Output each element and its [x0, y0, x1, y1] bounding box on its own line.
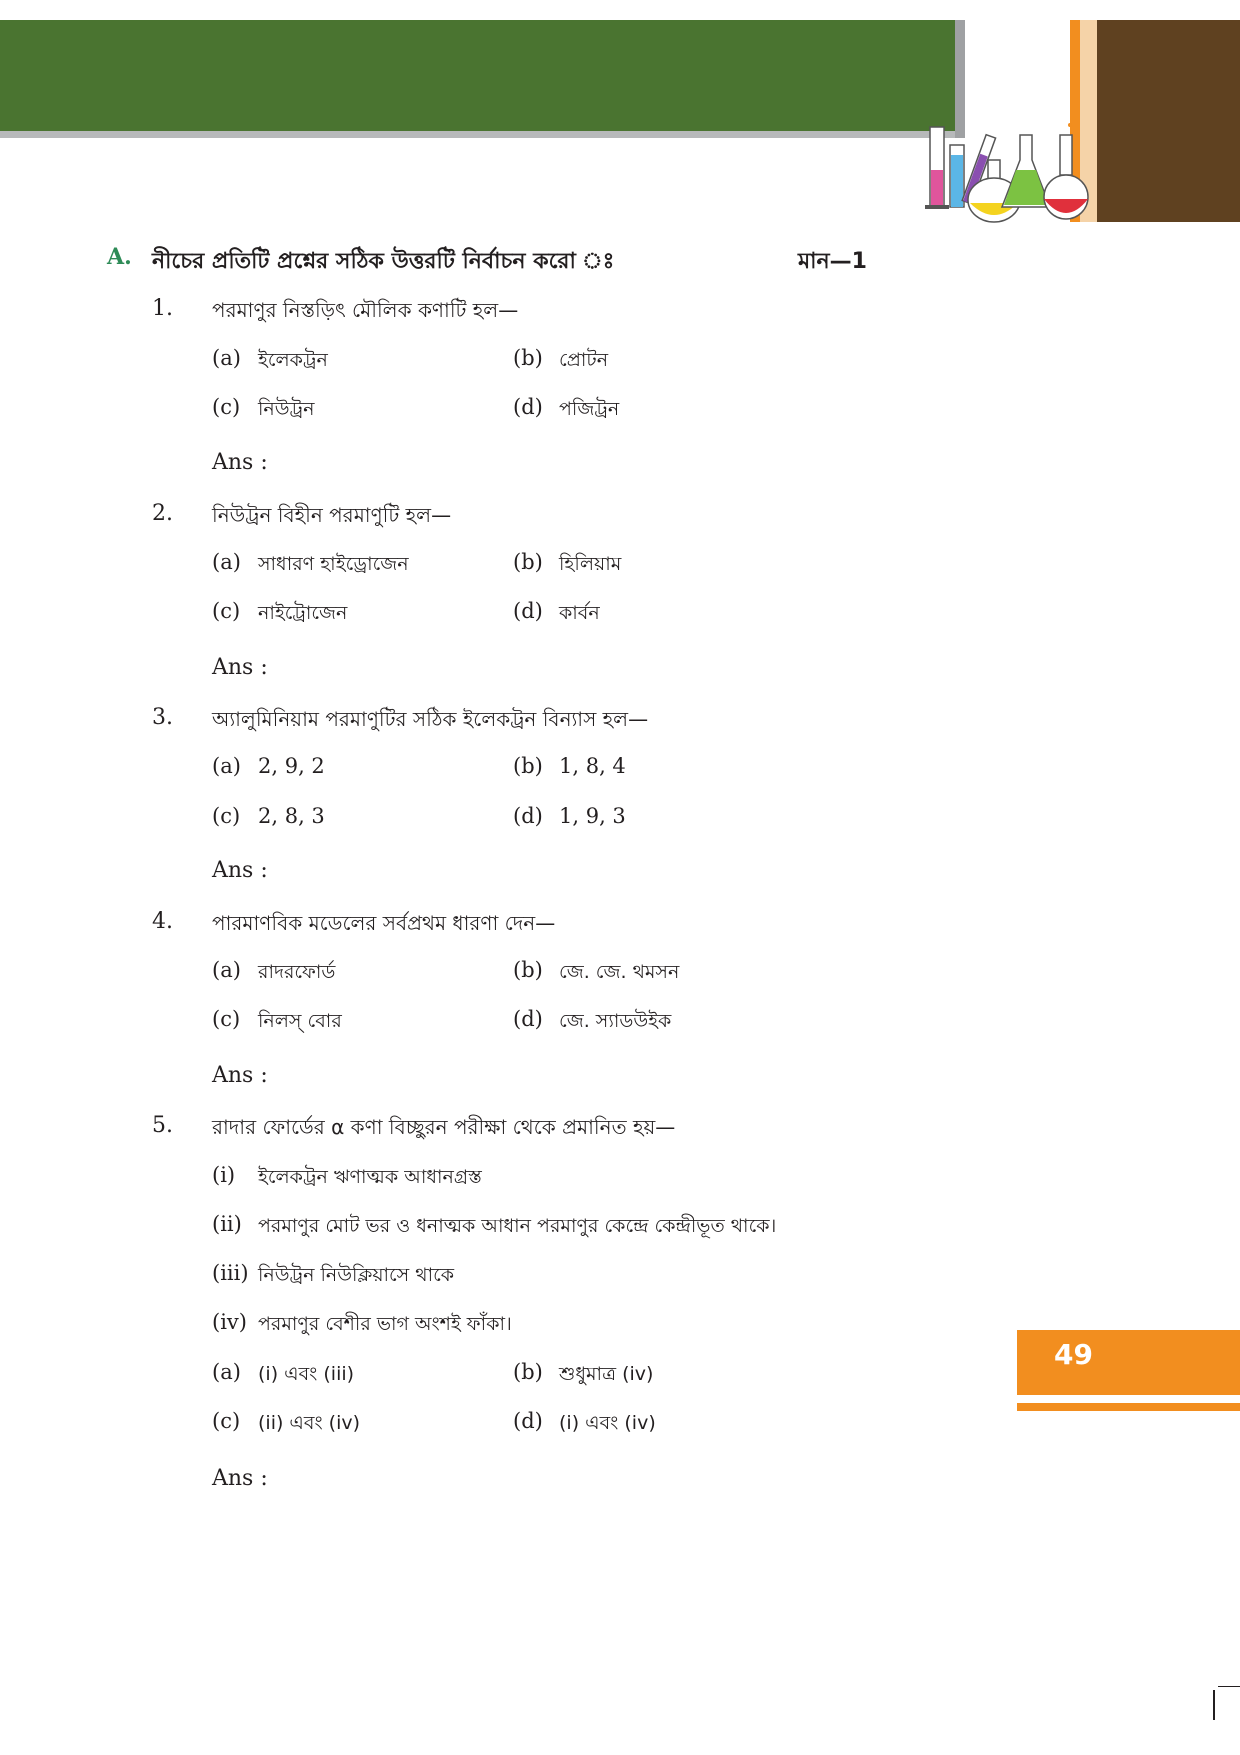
option-text: পজিট্রন — [559, 398, 620, 420]
option-text: (ii) এবং (iv) — [258, 1412, 361, 1434]
option-text: নিলস্ বোর — [258, 1010, 342, 1032]
header-green-bar — [0, 20, 963, 133]
option-text: প্রোটন — [559, 349, 609, 371]
answer-label: Ans : — [212, 655, 268, 680]
option-label: (a) — [212, 1360, 241, 1384]
statement-text: নিউট্রন নিউক্লিয়াসে থাকে — [258, 1264, 455, 1286]
section-instruction: নীচের প্রতিটি প্রশ্নের সঠিক উত্তরটি নির্বাচন করো ঃ — [152, 249, 615, 274]
statement-label: (i) — [212, 1163, 236, 1187]
header-shadow — [0, 131, 955, 138]
answer-label: Ans : — [212, 1063, 268, 1088]
statement-text: পরমাণুর বেশীর ভাগ অংশই ফাঁকা। — [258, 1313, 512, 1335]
option-label: (d) — [513, 395, 543, 419]
option-label: (c) — [212, 1007, 241, 1031]
option-text: নিউট্রন — [258, 398, 315, 420]
option-label: (b) — [513, 754, 543, 778]
question-number: 2. — [152, 501, 173, 526]
option-label: (a) — [212, 550, 241, 574]
option-label: (c) — [212, 804, 241, 828]
option-label: (b) — [513, 958, 543, 982]
option-text: হিলিয়াম — [559, 553, 622, 575]
question-number: 4. — [152, 909, 173, 934]
question-text: পরমাণুর নিস্তড়িৎ মৌলিক কণাটি হল— — [212, 298, 519, 322]
option-text: (i) এবং (iv) — [559, 1412, 656, 1434]
statement-label: (ii) — [212, 1212, 242, 1236]
option-label: (a) — [212, 346, 241, 370]
option-text: (i) এবং (iii) — [258, 1363, 355, 1385]
question-text: পারমাণবিক মডেলের সর্বপ্রথম ধারণা দেন— — [212, 911, 556, 935]
option-text: সাধারণ হাইড্রোজেন — [258, 553, 409, 575]
option-label: (b) — [513, 550, 543, 574]
section-letter: A. — [107, 244, 132, 270]
statement-label: (iii) — [212, 1261, 249, 1285]
question-number: 3. — [152, 705, 173, 730]
option-text: ইলেকট্রন — [258, 349, 328, 371]
section-marks: মান—1 — [797, 249, 867, 274]
page-number: 49 — [1054, 1338, 1093, 1371]
statement-label: (iv) — [212, 1310, 247, 1334]
option-label: (a) — [212, 958, 241, 982]
option-text: জে. জে. থমসন — [559, 961, 680, 983]
option-label: (c) — [212, 599, 241, 623]
option-label: (d) — [513, 804, 543, 828]
option-text: 1, 8, 4 — [559, 754, 626, 778]
option-label: (d) — [513, 599, 543, 623]
option-label: (d) — [513, 1007, 543, 1031]
option-text: রাদরফোর্ড — [258, 961, 336, 983]
option-label: (b) — [513, 1360, 543, 1384]
statement-text: পরমাণুর মোট ভর ও ধনাত্মক আধান পরমাণুর কেন্দ্রে কেন্দ্রীভূত থাকে। — [258, 1215, 777, 1237]
question-number: 1. — [152, 296, 173, 321]
option-label: (c) — [212, 1409, 241, 1433]
lab-glassware-icon — [920, 115, 1090, 225]
option-label: (d) — [513, 1409, 543, 1433]
question-text: রাদার ফোর্ডের α কণা বিচ্ছুরন পরীক্ষা থেকে প্রমানিত হয়— — [212, 1115, 676, 1139]
answer-label: Ans : — [212, 1466, 268, 1491]
option-label: (a) — [212, 754, 241, 778]
option-text: 2, 8, 3 — [258, 804, 325, 828]
answer-label: Ans : — [212, 450, 268, 475]
option-text: জে. স্যাডউইক — [559, 1010, 672, 1032]
crop-mark — [1213, 1690, 1215, 1720]
option-text: কার্বন — [559, 602, 600, 624]
option-text: নাইট্রোজেন — [258, 602, 348, 624]
page-number-underline — [1017, 1403, 1240, 1411]
option-label: (b) — [513, 346, 543, 370]
option-label: (c) — [212, 395, 241, 419]
page-number-badge — [1017, 1330, 1240, 1395]
crop-mark — [1218, 1686, 1240, 1687]
option-text: 2, 9, 2 — [258, 754, 325, 778]
question-text: অ্যালুমিনিয়াম পরমাণুটির সঠিক ইলেকট্রন বিন্যাস হল— — [212, 707, 649, 731]
question-text: নিউট্রন বিহীন পরমাণুটি হল— — [212, 503, 452, 527]
header-brown-block — [1097, 20, 1240, 222]
statement-text: ইলেকট্রন ঋণাত্মক আধানগ্রস্ত — [258, 1166, 482, 1188]
answer-label: Ans : — [212, 858, 268, 883]
question-number: 5. — [152, 1113, 173, 1138]
option-text: 1, 9, 3 — [559, 804, 626, 828]
option-text: শুধুমাত্র (iv) — [559, 1363, 654, 1385]
